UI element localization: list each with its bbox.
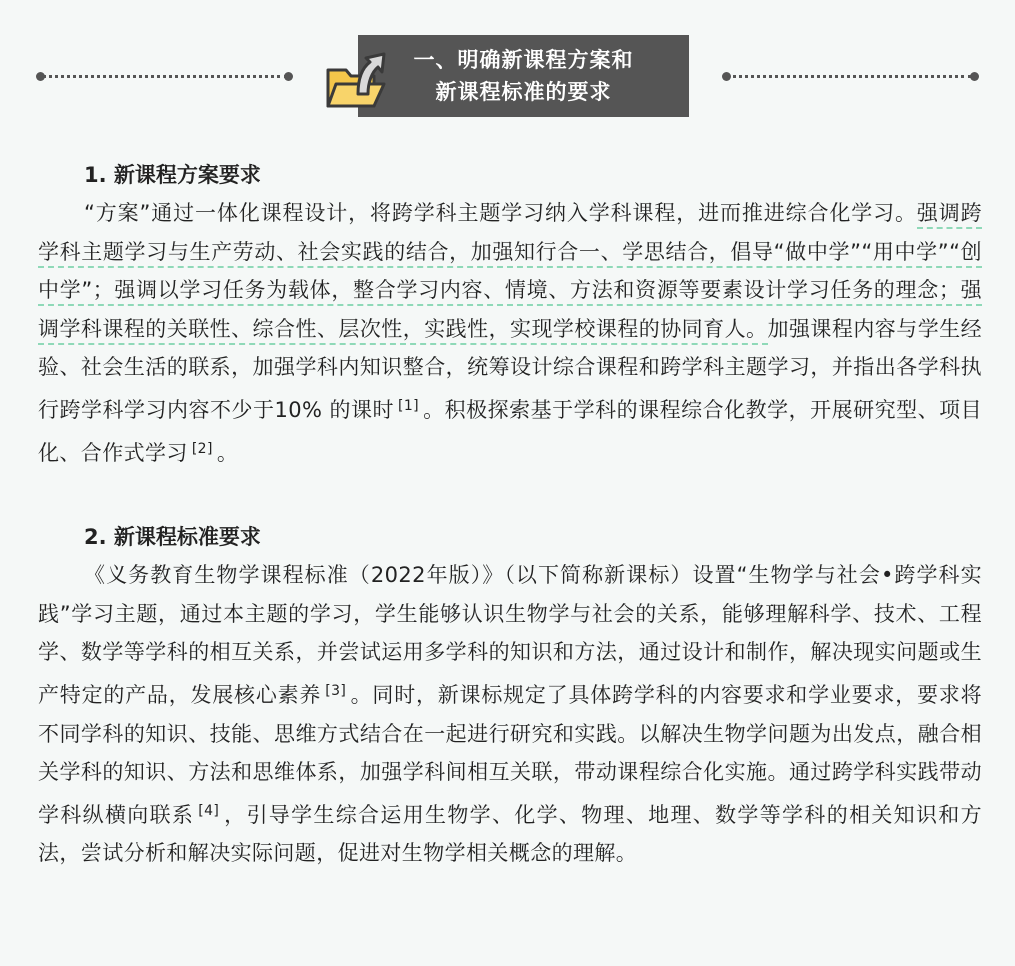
divider-line-left: [42, 75, 288, 78]
reference-3[interactable]: [3]: [325, 682, 347, 699]
section2-text-1: 《义务教育生物学课程标准（2022年版）》（以下简称新课标）设置“生物学与社会•跨学科实践”学习主题，通过本主题的学习，学生能够认识生物学与社会的关系，能够理解科学、技术、工程学、数学等学科的相互关系，并尝试运用多学科的知识和方法，通过设计和制作，解决现实问题或生产特定的产品，发展核心素养: [38, 563, 982, 707]
section1-title: 1. 新课程方案要求: [84, 163, 261, 187]
section2-title: 2. 新课程标准要求: [84, 525, 261, 550]
section-title-line1: 一、明确新课程方案和: [413, 48, 634, 72]
section-header: [0, 0, 1015, 104]
section1-text-1: “方案”通过一体化课程设计，将跨学科主题学习纳入学科课程，进而推进综合化学习。: [84, 201, 917, 225]
section2-paragraph: [38, 556, 982, 873]
section2-text-3: ，引导学生综合运用生物学、化学、物理、地理、数学等学科的相关知识和方法，尝试分析和解决实际问题，促进对生物学相关概念的理解。: [38, 802, 982, 866]
section2-text-2: 。同时，新课标规定了具体跨学科的内容要求和学业要求，要求将不同学科的知识、技能、思维方式结合在一起进行研究和实践。以解决生物学问题为出发点，融合相关学科的知识、方法和思维体系，加强学科间相互关联，带动课程综合化实施。通过跨学科实践带动学科纵横向联系: [38, 682, 982, 827]
reference-1[interactable]: [1]: [398, 397, 420, 414]
section1-paragraph: [38, 194, 982, 472]
divider-dot-right: [970, 72, 979, 81]
divider-dot-left-end: [284, 72, 293, 81]
section-title-box: [358, 35, 689, 117]
section-title-line2: 新课程标准的要求: [435, 80, 612, 104]
reference-2[interactable]: [2]: [191, 440, 213, 457]
section1-underlined-text: 强调跨学科主题学习与生产劳动、社会实践的结合，加强知行合一、学思结合，倡导“做中学”“用中学”“创中学”；强调以学习任务为载体，整合学习内容、情境、方法和资源等要素设计学习任务的理念；强调学科课程的关联性、综合性、层次性，实践性，实现学校课程的协同育人。: [38, 201, 982, 345]
folder-upload-icon: [322, 50, 392, 112]
section1-text-2: 加强课程内容与学生经验、社会生活的联系，加强学科内知识整合，统筹设计综合课程和跨学科主题学习，并指出各学科执行跨学科学习内容不少于10% 的课时: [38, 316, 982, 422]
divider-line-right: [726, 75, 972, 78]
section1-text-3: 。积极探索基于学科的课程综合化教学，开展研究型、项目化、合作式学习: [38, 397, 982, 465]
section-gap: [38, 472, 982, 518]
article-body: [38, 156, 982, 873]
section1-text-4: 。: [216, 440, 239, 465]
reference-4[interactable]: [4]: [198, 802, 220, 819]
